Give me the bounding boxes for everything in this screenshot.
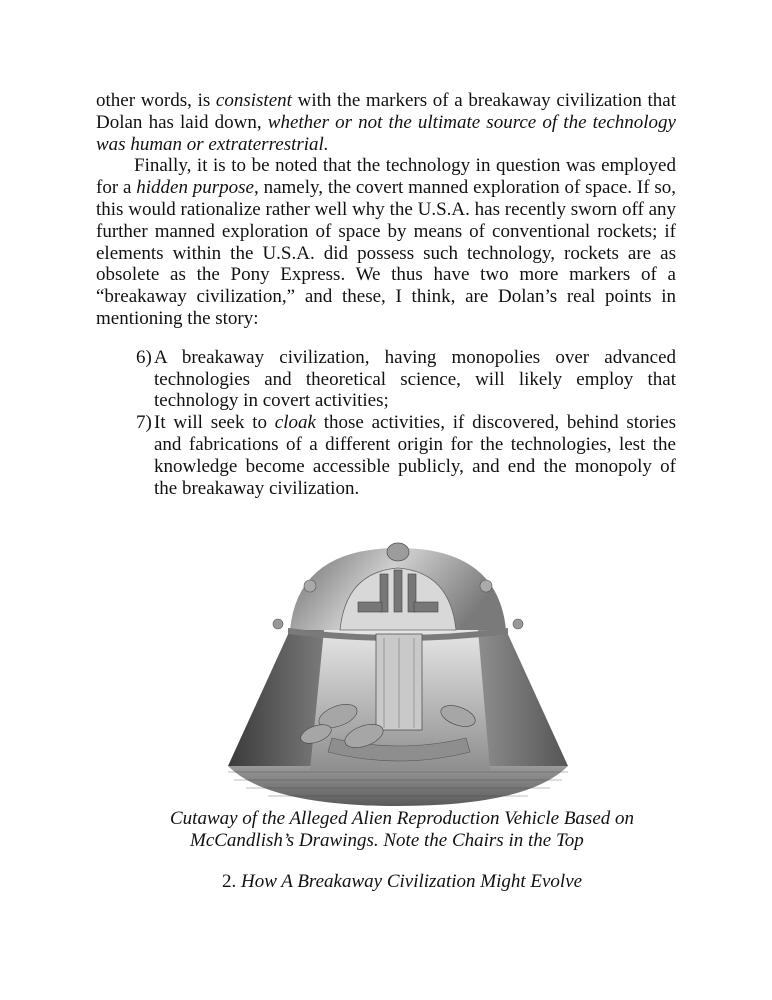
list-item-7-text-b: those activities, if discovered, behind stories and fabrications of a different origin for the technologies, lest the knowledge become accessible publicly, and end the monopoly of the breakaway civilization. [154,412,677,499]
chapter-title: How A Breakaway Civilization Might Evolve [241,871,583,892]
paragraph-1-text-b: with the markers of a breakaway civilization that Dolan has laid down, [96,90,676,133]
list-item-6 [136,347,676,412]
emphasis-source-clause: whether or not the ultimate source of the technology was human or extraterrestrial. [96,111,676,155]
chapter-heading [222,871,582,893]
caption-line-1: Cutaway of the Alleged Alien Reproduction Vehicle Based on [170,808,634,829]
list-item-7 [136,412,676,499]
emphasis-cloak: cloak [274,412,316,434]
dome-nub-right [480,580,492,592]
figure-caption [150,808,650,852]
skirt-nub-left [273,619,283,629]
dome-top-knob [387,543,409,561]
dome-nub-left [304,580,316,592]
vehicle-cutaway-illustration [228,538,568,816]
paragraph-1-text-a: other words, is [96,90,216,111]
skirt-nub-right [513,619,523,629]
paragraph-1 [96,90,676,155]
emphasis-consistent: consistent [215,90,292,111]
list-number-6: 6) [136,346,152,368]
list-item-7-text-a: It will seek to [154,412,275,434]
body-text [96,90,676,499]
paragraph-2-text-b: , namely, the covert manned exploration of space. If so, this would rationalize rather well why the U.S.A. has recently sworn off any further manned exploration of space by means of conventional rockets; if elements within the U.S.A. did possess such technology, rockets are as obsolete as the Pony Express. We thus have two more markers of a “breakaway civilization,” and these, I think, are Dolan’s real points in mentioning the story: [96,177,677,329]
caption-line-2: McCandlish’s Drawings. Note the Chairs in the Top [190,829,584,851]
emphasis-hidden-purpose: hidden purpose [136,177,254,199]
list-number-7: 7) [136,412,152,434]
chapter-number: 2. [222,871,241,892]
markers-list [96,347,676,500]
paragraph-2 [96,155,676,329]
paragraph-2-text-a: Finally, it is to be noted that the technology in question was employed for a [96,155,676,199]
list-item-6-text: A breakaway civilization, having monopolies over advanced technologies and theoretical science, will likely employ that technology in covert activities; [154,346,676,412]
